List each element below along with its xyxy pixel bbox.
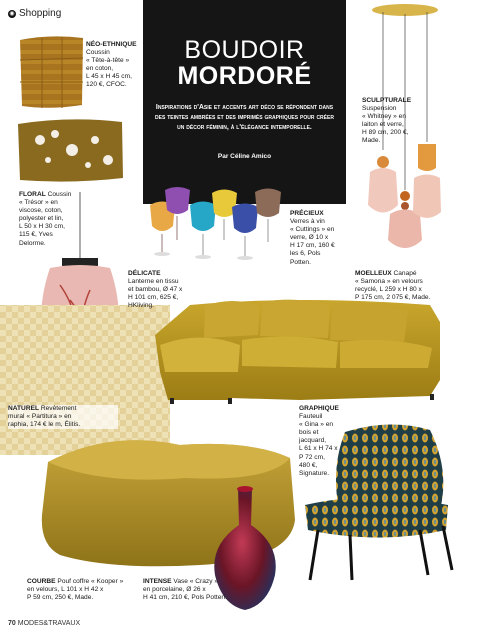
- caption-neo-ethnique: NÉO-ETHNIQUE Coussin « Tête-à-tête » en coton, L 45 x H 45 cm, 120 €, CFOC.: [86, 41, 137, 89]
- caption-graphique: GRAPHIQUE Fauteuil « Gina » en bois et jacquard, L 61 x H 74 x P 72 cm, 480 €, Signature.: [299, 405, 339, 477]
- cushion-neo-ethnique: [20, 36, 83, 108]
- raffia-wall: [0, 305, 170, 455]
- rubric-bullet-icon: ◉: [9, 10, 15, 17]
- caption-intense: INTENSE Vase « Crazy » en porcelaine, Ø 26 x H 41 cm, 210 €, Pols Potten.: [143, 578, 227, 602]
- caption-precieux: PRÉCIEUX Verres à vin « Cuttings » en verre, Ø 10 x H 17 cm, 160 € les 6, Pols Potten.: [290, 210, 335, 266]
- cushion-floral: [18, 119, 123, 181]
- page-footer: [8, 620, 80, 627]
- caption-naturel: NATUREL Revêtement mural « Partitura » en raphia, 174 € le m, Élitis.: [8, 405, 118, 429]
- author-byline: Par Céline Amico: [217, 153, 272, 160]
- caption-floral: FLORAL Coussin « Trésor » en viscose, coton, polyester et lin, L 50 x H 30 cm, 115 €, Yves Delorme.: [19, 191, 72, 247]
- magazine-name: MODES&TRAVAUX: [17, 620, 81, 627]
- title-line-1: BOUDOIR: [184, 36, 305, 64]
- wine-glasses: [150, 187, 281, 260]
- caption-courbe: COURBE Pouf coffre « Kooper » en velours, L 101 x H 42 x P 59 cm, 250 €, Made.: [27, 578, 124, 602]
- caption-sculpturale: SCULPTURALE Suspension « Whitney » en laiton et verre, H 89 cm, 200 €, Made.: [362, 97, 412, 145]
- title-line-2: MORDORÉ: [177, 62, 312, 90]
- caption-moelleux: MOELLEUX Canapé « Samona » en velours recyclé, L 259 x H 80 x P 175 cm, 2 075 €, Made.: [355, 270, 431, 302]
- rubric-label: Shopping: [19, 8, 62, 19]
- intro-text: Inspirations d'Asie et accents art déco se répondent dans des teintes ambrées et des imprimés graphiques pour créer un décor féminin, à l'élégance intemporelle.: [155, 104, 334, 131]
- page-number: 70: [8, 620, 16, 627]
- sofa: [155, 300, 440, 404]
- caption-delicate: DÉLICATE Lanterne en tissu et bambou, Ø 47 x H 101 cm, 625 €, HKliving.: [128, 270, 183, 310]
